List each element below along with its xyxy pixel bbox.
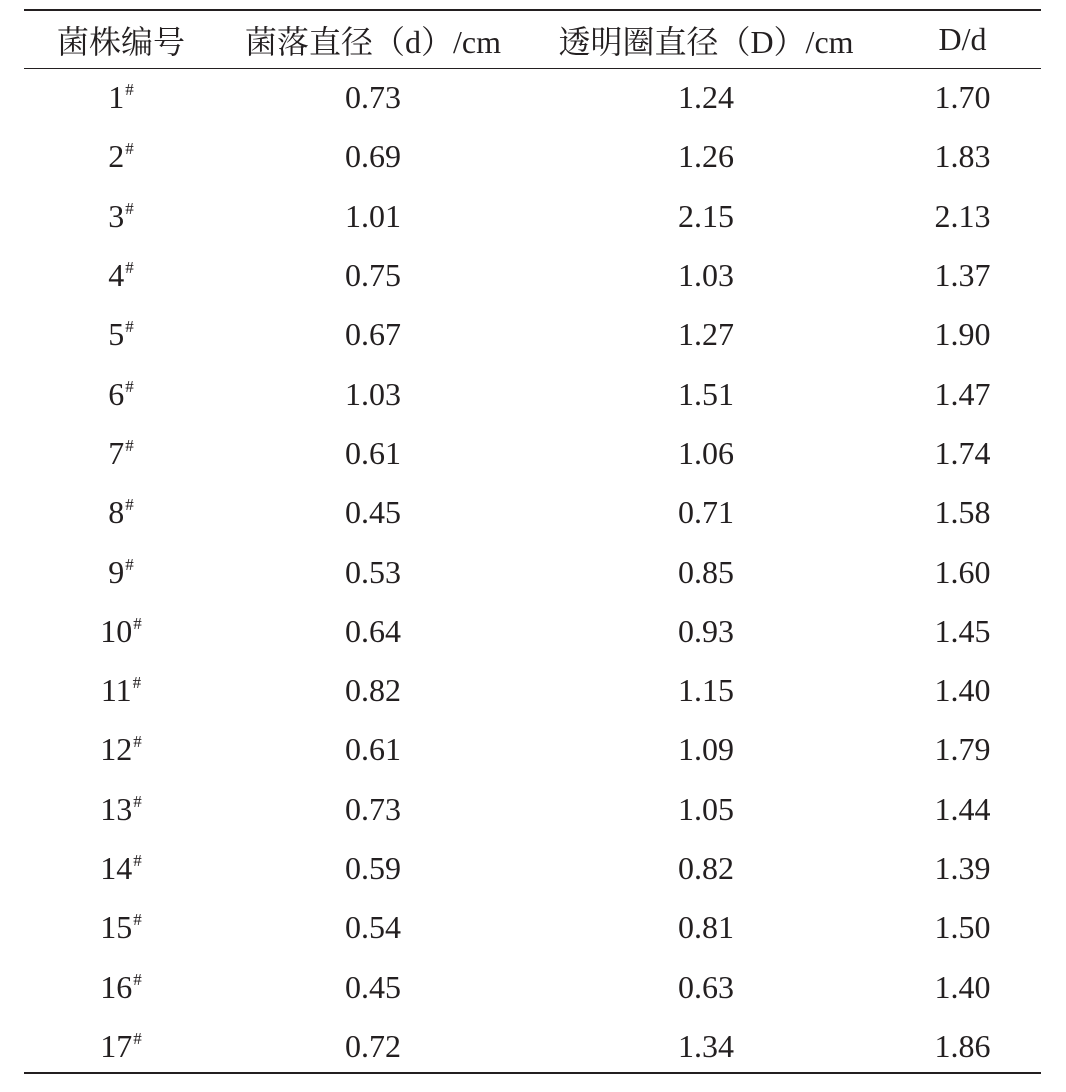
cell-colony-diameter: 0.64 bbox=[345, 612, 401, 649]
cell-clear-zone-diameter: 1.24 bbox=[678, 79, 734, 116]
strain-mark: # bbox=[125, 198, 134, 218]
cell-ratio: 1.83 bbox=[934, 138, 991, 175]
table-row bbox=[24, 898, 1041, 957]
strain-mark: # bbox=[125, 495, 134, 515]
strain-mark: # bbox=[125, 317, 134, 337]
strain-mark: # bbox=[133, 851, 142, 870]
cell-colony-diameter: 0.59 bbox=[345, 850, 401, 886]
strain-number: 16 bbox=[100, 968, 133, 1005]
table-row bbox=[24, 661, 1041, 720]
strain-number: 6 bbox=[108, 375, 125, 412]
strain-mark: # bbox=[125, 435, 134, 455]
table-header-row bbox=[24, 11, 1041, 68]
cell-strain-id bbox=[24, 246, 218, 305]
header-ratio: D/d bbox=[938, 21, 987, 57]
cell-clear-zone-diameter: 0.71 bbox=[678, 494, 734, 531]
strain-number: 5 bbox=[108, 316, 125, 353]
cell-strain-id bbox=[24, 602, 218, 661]
cell-ratio: 1.90 bbox=[934, 316, 991, 353]
strain-number: 17 bbox=[100, 1027, 133, 1064]
cell-clear-zone-diameter: 0.93 bbox=[678, 612, 734, 649]
cell-ratio: 1.37 bbox=[934, 257, 991, 294]
table-row bbox=[24, 542, 1041, 601]
cell-ratio: 1.58 bbox=[934, 494, 991, 531]
data-table bbox=[24, 9, 1041, 1075]
header-colony-diameter: 菌落直径（d）/cm bbox=[245, 23, 501, 60]
cell-strain-id bbox=[24, 483, 218, 542]
table-row bbox=[24, 305, 1041, 364]
table-row bbox=[24, 1017, 1041, 1076]
table-row bbox=[24, 68, 1041, 127]
strain-mark: # bbox=[125, 139, 134, 159]
cell-colony-diameter: 0.53 bbox=[345, 553, 401, 590]
cell-clear-zone-diameter: 0.63 bbox=[678, 968, 734, 1005]
header-strain-id: 菌株编号 bbox=[56, 23, 185, 60]
cell-strain-id bbox=[24, 542, 218, 601]
header-clear-zone-diameter: 透明圈直径（D）/cm bbox=[558, 23, 854, 60]
cell-strain-id bbox=[24, 127, 218, 186]
strain-table bbox=[24, 11, 1041, 1076]
table-row bbox=[24, 187, 1041, 246]
cell-colony-diameter: 1.01 bbox=[345, 197, 401, 234]
cell-ratio: 1.39 bbox=[934, 850, 991, 886]
strain-mark: # bbox=[125, 376, 134, 396]
strain-mark: # bbox=[133, 910, 142, 930]
table-row bbox=[24, 839, 1041, 898]
cell-ratio: 1.60 bbox=[934, 553, 991, 590]
strain-number: 4 bbox=[108, 257, 125, 294]
cell-ratio: 2.13 bbox=[934, 197, 991, 234]
cell-ratio: 1.44 bbox=[934, 790, 991, 827]
cell-strain-id bbox=[24, 68, 218, 127]
strain-mark: # bbox=[133, 732, 142, 752]
cell-clear-zone-diameter: 1.26 bbox=[678, 138, 734, 175]
table-row bbox=[24, 364, 1041, 423]
table-row bbox=[24, 424, 1041, 483]
cell-clear-zone-diameter: 2.15 bbox=[678, 197, 734, 234]
strain-number: 8 bbox=[108, 494, 125, 531]
cell-colony-diameter: 0.45 bbox=[345, 968, 401, 1005]
cell-strain-id bbox=[24, 957, 218, 1016]
cell-clear-zone-diameter: 1.09 bbox=[678, 731, 734, 768]
strain-number: 2 bbox=[108, 138, 125, 175]
strain-mark: # bbox=[125, 258, 134, 278]
cell-strain-id bbox=[24, 305, 218, 364]
table-row bbox=[24, 246, 1041, 305]
cell-clear-zone-diameter: 1.15 bbox=[678, 672, 734, 709]
cell-colony-diameter: 0.73 bbox=[345, 790, 401, 827]
cell-clear-zone-diameter: 1.51 bbox=[678, 375, 734, 412]
cell-ratio: 1.79 bbox=[934, 731, 991, 768]
cell-colony-diameter: 1.03 bbox=[345, 375, 401, 412]
cell-strain-id bbox=[24, 1017, 218, 1076]
strain-number: 11 bbox=[100, 672, 132, 709]
strain-number: 10 bbox=[100, 612, 133, 649]
cell-strain-id bbox=[24, 720, 218, 779]
strain-mark: # bbox=[132, 673, 142, 693]
table-row bbox=[24, 957, 1041, 1016]
cell-clear-zone-diameter: 1.06 bbox=[678, 434, 734, 471]
strain-mark: # bbox=[133, 791, 142, 811]
strain-mark: # bbox=[133, 1028, 142, 1048]
strain-number: 9 bbox=[108, 553, 125, 590]
cell-colony-diameter: 0.73 bbox=[345, 79, 401, 116]
cell-clear-zone-diameter: 1.34 bbox=[678, 1027, 734, 1064]
cell-ratio: 1.50 bbox=[934, 909, 991, 946]
cell-strain-id bbox=[24, 187, 218, 246]
cell-colony-diameter: 0.75 bbox=[345, 257, 401, 294]
cell-colony-diameter: 0.82 bbox=[345, 672, 401, 709]
cell-colony-diameter: 0.54 bbox=[345, 909, 401, 946]
strain-mark: # bbox=[125, 80, 134, 100]
cell-clear-zone-diameter: 1.03 bbox=[678, 257, 734, 294]
cell-clear-zone-diameter: 1.05 bbox=[678, 790, 734, 827]
cell-strain-id bbox=[24, 364, 218, 423]
cell-ratio: 1.47 bbox=[934, 375, 991, 412]
cell-strain-id bbox=[24, 661, 218, 720]
cell-colony-diameter: 0.67 bbox=[345, 316, 401, 353]
table-row bbox=[24, 483, 1041, 542]
cell-strain-id bbox=[24, 839, 218, 898]
cell-colony-diameter: 0.61 bbox=[345, 731, 401, 768]
cell-strain-id bbox=[24, 780, 218, 839]
strain-number: 1 bbox=[108, 79, 125, 116]
strain-number: 7 bbox=[108, 434, 125, 471]
table-row bbox=[24, 780, 1041, 839]
strain-mark: # bbox=[125, 554, 134, 574]
cell-clear-zone-diameter: 0.81 bbox=[678, 909, 734, 946]
table-row bbox=[24, 720, 1041, 779]
cell-clear-zone-diameter: 0.85 bbox=[678, 553, 734, 590]
strain-number: 12 bbox=[100, 731, 133, 768]
strain-number: 15 bbox=[100, 909, 133, 946]
cell-strain-id bbox=[24, 898, 218, 957]
cell-ratio: 1.70 bbox=[934, 79, 991, 116]
cell-colony-diameter: 0.61 bbox=[345, 434, 401, 471]
cell-strain-id bbox=[24, 424, 218, 483]
strain-mark: # bbox=[133, 613, 142, 633]
cell-colony-diameter: 0.69 bbox=[345, 138, 401, 175]
cell-ratio: 1.86 bbox=[934, 1027, 991, 1064]
strain-mark: # bbox=[133, 969, 142, 989]
cell-ratio: 1.40 bbox=[934, 672, 991, 709]
cell-colony-diameter: 0.72 bbox=[345, 1027, 401, 1064]
cell-ratio: 1.40 bbox=[934, 968, 991, 1005]
cell-clear-zone-diameter: 1.27 bbox=[678, 316, 734, 353]
table-row bbox=[24, 602, 1041, 661]
strain-number: 13 bbox=[100, 790, 133, 827]
table-body bbox=[24, 68, 1041, 1076]
cell-ratio: 1.45 bbox=[934, 612, 991, 649]
table-row bbox=[24, 127, 1041, 186]
cell-ratio: 1.74 bbox=[934, 434, 991, 471]
strain-number: 14 bbox=[100, 850, 133, 886]
cell-colony-diameter: 0.45 bbox=[345, 494, 401, 531]
strain-number: 3 bbox=[108, 197, 125, 234]
cell-clear-zone-diameter: 0.82 bbox=[678, 850, 734, 886]
